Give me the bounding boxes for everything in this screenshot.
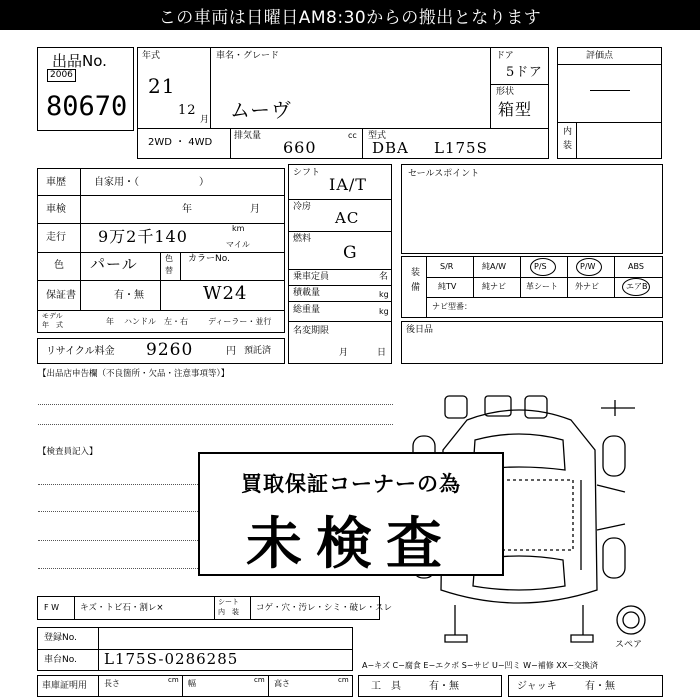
model-year-label-2: 年 式 xyxy=(42,321,63,329)
lot-tag: 2006 xyxy=(47,69,76,82)
displacement-value: 660 xyxy=(283,138,317,157)
model-year-unit: 年 xyxy=(106,317,114,326)
equip-aw: 純A/W xyxy=(482,262,507,271)
cert-height: 高さ xyxy=(274,679,290,688)
inspection-month: 月 xyxy=(250,204,260,215)
cert-length: 長さ xyxy=(104,679,120,688)
grade-box xyxy=(557,47,662,159)
color-label: 色 xyxy=(54,260,64,271)
fw-label: F W xyxy=(44,603,60,612)
model-name: ムーヴ xyxy=(230,98,292,122)
airbag-circle xyxy=(622,278,650,296)
equip-sr: S/R xyxy=(440,262,454,271)
mileage-label: 走行 xyxy=(46,232,66,243)
capacity-unit: 名 xyxy=(379,272,389,282)
color-change-2: 替 xyxy=(165,266,173,275)
seat-label-2: 内 装 xyxy=(218,608,239,616)
equip-tv: 純TV xyxy=(438,282,457,291)
model-label: 車名・グレード xyxy=(216,51,280,61)
year-month: 12 xyxy=(178,103,197,118)
chassis-value: L175S-0286285 xyxy=(104,650,239,668)
equip-pw: P/W xyxy=(580,262,596,271)
name-change-label: 名変期限 xyxy=(293,326,330,336)
load-unit: kg xyxy=(379,290,389,299)
shape-label: 形状 xyxy=(496,87,515,97)
color-code-label: カラーNo. xyxy=(188,254,230,264)
type-prefix: DBA xyxy=(372,139,409,157)
name-change-month: 月 xyxy=(339,348,349,358)
cert-box xyxy=(37,675,353,697)
type-code: L175S xyxy=(434,139,488,157)
recycle-unit: 円 xyxy=(226,346,236,357)
recycle-note: 預託済 xyxy=(244,346,272,356)
history-value: 自家用・（ ） xyxy=(94,177,209,188)
name-change-day: 日 xyxy=(377,348,387,358)
year-label: 年式 xyxy=(142,51,161,61)
recycle-value: 9260 xyxy=(146,340,194,360)
shift-value: IA/T xyxy=(329,175,367,194)
ps-circle xyxy=(530,258,556,276)
ac-label: 冷房 xyxy=(293,202,312,212)
fw-box xyxy=(37,596,393,620)
seat-label-1: シート xyxy=(218,598,239,606)
sales-point-box xyxy=(401,164,663,254)
inspection-label: 車検 xyxy=(46,204,66,215)
chassis-label: 車台No. xyxy=(44,655,77,665)
stamp-line-2: 未検査 xyxy=(246,512,456,577)
installed-label: 後日品 xyxy=(406,325,434,335)
equip-ext-navi: 外ナビ xyxy=(575,282,599,291)
model-year-label-1: モデル xyxy=(42,312,63,320)
color-value: パール xyxy=(90,255,138,273)
mileage-unit-km: km xyxy=(232,224,245,233)
tools-label: 工 具 xyxy=(371,681,401,692)
cert-width: 幅 xyxy=(188,679,196,688)
jack-value: 有・無 xyxy=(585,681,615,692)
handle: ハンドル 左・右 xyxy=(124,317,188,326)
jack-label: ジャッキ xyxy=(517,681,557,692)
seller-notes-label: 【出品店申告欄（不良箇所・欠品・注意事項等）】 xyxy=(38,369,230,379)
not-inspected-stamp xyxy=(198,452,504,576)
door-value: 5ドア xyxy=(506,65,543,80)
fuel-value: G xyxy=(343,243,358,263)
equip-navi-model: ナビ型番： xyxy=(432,302,472,311)
warranty-label: 保証書 xyxy=(46,290,76,301)
seat-text: コゲ・穴・汚レ・シミ・破レ・スレ xyxy=(256,603,393,613)
year-value: 21 xyxy=(148,74,176,98)
fuel-label: 燃料 xyxy=(293,234,312,244)
door-label: ドア xyxy=(496,51,514,61)
damage-legend: A−キズ C−腐食 E−エクボ S−サビ U−凹ミ W−補修 XX−交換済 xyxy=(362,661,598,670)
tools-box xyxy=(358,675,502,697)
recycle-label: リサイクル料金 xyxy=(46,346,115,357)
equip-airbag: エアB xyxy=(626,282,648,291)
shape-value: 箱型 xyxy=(498,100,533,119)
spec-box xyxy=(288,164,392,364)
stamp-line-1: 買取保証コーナーの為 xyxy=(241,472,461,496)
displacement-unit: cc xyxy=(348,131,357,140)
cert-length-unit: cm xyxy=(168,676,179,684)
jack-box xyxy=(508,675,663,697)
recycle-box xyxy=(37,338,285,364)
cert-height-unit: cm xyxy=(338,676,349,684)
pw-circle xyxy=(576,258,602,276)
fw-text: キズ・トビ石・割レ× xyxy=(80,603,164,613)
sales-point-label: セールスポイント xyxy=(408,169,480,179)
shift-label: シフト xyxy=(293,168,321,178)
load-label: 積載量 xyxy=(293,288,321,298)
dealer: ディーラー・並行 xyxy=(208,317,272,326)
gross-unit: kg xyxy=(379,307,389,316)
grade-label: 評価点 xyxy=(586,51,614,61)
registration-label: 登録No. xyxy=(44,633,77,643)
type-label: 型式 xyxy=(368,131,387,141)
spare-label: スペア xyxy=(615,640,643,650)
equip-abs: ABS xyxy=(628,262,644,271)
vehicle-info xyxy=(37,168,285,333)
installed-box xyxy=(401,321,663,364)
cert-width-unit: cm xyxy=(254,676,265,684)
vehicle-header xyxy=(137,47,549,159)
ac-value: AC xyxy=(335,209,360,227)
color-change-1: 色 xyxy=(165,254,173,263)
history-label: 車歴 xyxy=(46,177,66,188)
warranty-value: 有・無 xyxy=(114,290,144,301)
mileage-unit-mile: マイル xyxy=(226,240,250,249)
inspection-year: 年 xyxy=(182,204,192,215)
lot-box xyxy=(37,47,134,131)
cert-label: 車庫証明用 xyxy=(42,681,88,691)
registration-box xyxy=(37,627,353,671)
equip-ps: P/S xyxy=(534,262,547,271)
color-code-value: W24 xyxy=(203,283,248,304)
header-banner: この車両は日曜日AM8:30からの搬出となります xyxy=(0,0,700,30)
equip-leather: 革シート xyxy=(526,282,558,291)
displacement-label: 排気量 xyxy=(234,131,262,141)
interior-label-2: 装 xyxy=(563,141,573,151)
lot-number: 80670 xyxy=(46,91,128,122)
mileage-value: 9万2千140 xyxy=(98,227,188,246)
capacity-label: 乗車定員 xyxy=(293,272,330,282)
drive-type: 2WD ・ 4WD xyxy=(148,137,213,148)
lot-label: 出品No. xyxy=(52,52,107,70)
tools-value: 有・無 xyxy=(429,681,459,692)
interior-label-1: 内 xyxy=(563,127,573,137)
equipment-label: 装備 xyxy=(409,267,419,297)
equipment-box xyxy=(401,256,663,318)
inspector-label: 【検査員記入】 xyxy=(38,447,98,457)
year-month-unit: 月 xyxy=(200,115,210,125)
equip-navi: 純ナビ xyxy=(482,282,506,291)
gross-label: 総重量 xyxy=(293,305,321,315)
